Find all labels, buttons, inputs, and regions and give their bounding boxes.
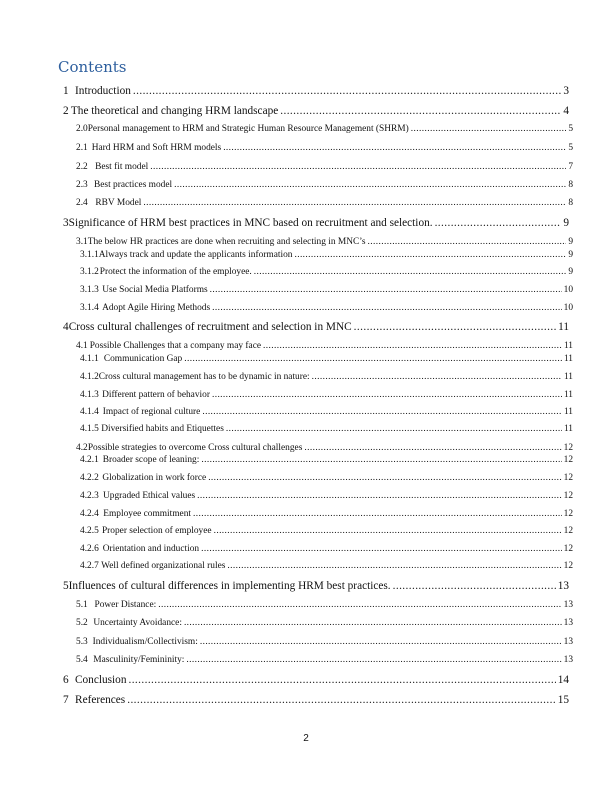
toc-leader-dots <box>304 443 561 453</box>
toc-entry-title: Power Distance: <box>94 600 157 610</box>
toc-entry-number: 2.1 <box>76 143 88 153</box>
toc-entry-page: 5 <box>568 124 573 134</box>
toc-entry-number: 3 <box>63 217 69 229</box>
toc-entry-title: Uncertainty Avoidance: <box>93 618 182 628</box>
toc-leader-dots <box>143 198 566 208</box>
toc-entry[interactable] <box>80 250 573 260</box>
toc-entry[interactable] <box>76 618 573 628</box>
toc-leader-dots <box>435 217 562 229</box>
toc-entry[interactable] <box>80 390 573 400</box>
toc-entry-page: 13 <box>563 655 573 665</box>
toc-leader-dots <box>254 267 567 277</box>
toc-leader-dots <box>212 303 561 313</box>
toc-entry-number: 6 <box>63 674 69 686</box>
toc-entry-number: 3.1.4 <box>80 303 99 313</box>
toc-entry-title: The theoretical and changing HRM landscape <box>70 105 279 117</box>
toc-entry[interactable] <box>80 354 573 364</box>
toc-entry-page: 11 <box>558 321 569 333</box>
toc-entry-title: Adopt Agile Hiring Methods <box>102 303 211 313</box>
toc-entry-title: Significance of HRM best practices in MNC based on recruitment and selection. <box>68 217 433 229</box>
toc-leader-dots <box>210 285 562 295</box>
toc-entry-title: Possible strategies to overcome Cross cultural challenges <box>87 443 303 453</box>
toc-entry-number: 4.1.2 <box>80 372 99 382</box>
toc-entry-page: 8 <box>568 180 573 190</box>
toc-leader-dots <box>208 473 561 483</box>
toc-leader-dots <box>212 390 562 400</box>
toc-leader-dots <box>223 143 566 153</box>
toc-entry-page: 11 <box>563 354 573 364</box>
toc-entry-title: Individualism/Collectivism: <box>92 637 198 647</box>
toc-entry-number: 4.1.5 <box>80 424 99 434</box>
toc-leader-dots <box>368 237 567 247</box>
toc-entry-number: 4.1.1 <box>80 354 99 364</box>
toc-entry-title: Employee commitment <box>103 509 192 519</box>
toc-entry-page: 3 <box>563 85 569 97</box>
toc-entry-page: 4 <box>563 105 569 117</box>
toc-entry-title: Diversified habits and Etiquettes <box>101 424 224 434</box>
toc-entry-number: 5.2 <box>76 618 88 628</box>
toc-entry-title: Hard HRM and Soft HRM models <box>91 143 222 153</box>
toc-entry-page: 8 <box>568 198 573 208</box>
toc-entry-page: 5 <box>568 143 573 153</box>
toc-entry-number: 4 <box>63 321 69 333</box>
toc-entry-title: Protect the information of the employee. <box>99 267 252 277</box>
toc-entry-page: 12 <box>563 509 573 519</box>
toc-entry-title: Introduction <box>75 85 131 97</box>
toc-entry[interactable] <box>63 674 569 686</box>
toc-entry-number: 4.2.6 <box>80 544 99 554</box>
toc-entry[interactable] <box>76 143 573 153</box>
toc-leader-dots <box>201 544 562 554</box>
toc-entry-number: 4.2.7 <box>80 561 99 571</box>
toc-leader-dots <box>200 637 562 647</box>
toc-entry-number: 4.1 <box>76 341 88 351</box>
toc-entry-page: 11 <box>563 407 573 417</box>
toc-entry[interactable] <box>80 491 573 501</box>
toc-leader-dots <box>133 85 561 97</box>
toc-entry-title: The below HR practices are done when recruiting and selecting in MNC’s <box>87 237 366 247</box>
toc-entry-page: 9 <box>568 250 573 260</box>
toc-entry[interactable] <box>80 303 573 313</box>
toc-entry-number: 3.1 <box>76 237 88 247</box>
toc-leader-dots <box>186 655 561 665</box>
toc-entry-number: 2.3 <box>76 180 88 190</box>
toc-leader-dots <box>393 580 556 592</box>
toc-entry-title: Cross cultural management has to be dynamic in nature: <box>98 372 310 382</box>
toc-entry-number: 4.2.2 <box>80 473 99 483</box>
toc-entry-number: 4.1.3 <box>80 390 99 400</box>
toc-entry[interactable] <box>63 105 569 117</box>
toc-leader-dots <box>184 354 562 364</box>
toc-leader-dots <box>226 424 562 434</box>
toc-leader-dots <box>197 491 561 501</box>
toc-leader-dots <box>227 561 561 571</box>
toc-leader-dots <box>354 321 556 333</box>
toc-entry[interactable] <box>76 162 573 172</box>
toc-entry[interactable] <box>80 424 573 434</box>
toc-entry[interactable] <box>63 694 569 706</box>
toc-entry-title: Cross cultural challenges of recruitment and selection in MNC <box>68 321 352 333</box>
toc-entry-page: 9 <box>568 237 573 247</box>
toc-leader-dots <box>312 372 562 382</box>
toc-entry-page: 9 <box>568 267 573 277</box>
toc-entry[interactable] <box>76 198 573 208</box>
toc-entry-page: 12 <box>563 526 573 536</box>
toc-entry-page: 12 <box>563 473 573 483</box>
toc-entry-title: References <box>75 694 126 706</box>
toc-entry[interactable] <box>63 217 569 229</box>
toc-entry-page: 11 <box>563 390 573 400</box>
toc-entry[interactable] <box>80 509 573 519</box>
toc-entry-title: Conclusion <box>75 674 127 686</box>
toc-entry-page: 12 <box>563 561 573 571</box>
toc-entry-number: 3.1.3 <box>80 285 99 295</box>
toc-entry[interactable] <box>80 544 573 554</box>
toc-entry[interactable] <box>80 267 573 277</box>
toc-entry[interactable] <box>63 85 569 97</box>
toc-entry-title: RBV Model <box>95 198 142 208</box>
toc-entry-number: 1 <box>63 85 69 97</box>
toc-entry-number: 4.1.4 <box>80 407 99 417</box>
toc-entry-title: Personal management to HRM and Strategic Human Resource Management (SHRM) <box>87 124 409 134</box>
toc-entry-page: 9 <box>563 217 569 229</box>
toc-entry-title: Different pattern of behavior <box>102 390 210 400</box>
toc-leader-dots <box>280 105 561 117</box>
toc-entry-page: 12 <box>563 544 573 554</box>
toc-leader-dots <box>128 674 555 686</box>
toc-entry[interactable] <box>76 637 573 647</box>
toc-leader-dots <box>202 407 562 417</box>
toc-entry-page: 12 <box>563 491 573 501</box>
toc-entry-number: 4.2.1 <box>80 455 99 465</box>
toc-entry-page: 13 <box>563 637 573 647</box>
toc-entry-page: 11 <box>563 341 573 351</box>
toc-leader-dots <box>127 694 555 706</box>
toc-entry-title: Impact of regional culture <box>102 407 201 417</box>
toc-entry-number: 5.4 <box>76 655 88 665</box>
toc-entry-page: 13 <box>563 618 573 628</box>
toc-entry-page: 13 <box>563 600 573 610</box>
toc-entry-title: Possible Challenges that a company may face <box>89 341 262 351</box>
toc-entry-page: 12 <box>563 443 573 453</box>
toc-entry[interactable] <box>80 473 573 483</box>
toc-entry-number: 7 <box>63 694 69 706</box>
toc-entry-number: 3.1.1 <box>80 250 99 260</box>
toc-entry-number: 5 <box>63 580 69 592</box>
toc-leader-dots <box>193 509 562 519</box>
toc-entry[interactable] <box>80 372 573 382</box>
toc-entry-title: Well defined organizational rules <box>101 561 226 571</box>
toc-leader-dots <box>150 162 566 172</box>
toc-entry-number: 4.2.5 <box>80 526 99 536</box>
toc-leader-dots <box>214 526 562 536</box>
toc-entry-page: 12 <box>563 455 573 465</box>
toc-entry[interactable] <box>80 407 573 417</box>
toc-entry-page: 7 <box>568 162 573 172</box>
toc-entry-number: 5.1 <box>76 600 88 610</box>
toc-entry[interactable] <box>76 124 573 134</box>
toc-leader-dots <box>411 124 567 134</box>
toc-entry-title: Always track and update the applicants information <box>98 250 293 260</box>
toc-entry-number: 3.1.2 <box>80 267 99 277</box>
toc-entry-number: 2 <box>63 105 69 117</box>
toc-entry-number: 2.0 <box>76 124 88 134</box>
toc-entry[interactable] <box>63 321 569 333</box>
toc-leader-dots <box>158 600 561 610</box>
toc-entry-title: Influences of cultural differences in implementing HRM best practices. <box>68 580 391 592</box>
toc-entry-number: 4.2 <box>76 443 88 453</box>
toc-entry-title: Masculinity/Femininity: <box>93 655 185 665</box>
toc-entry[interactable] <box>80 455 573 465</box>
toc-entry[interactable] <box>76 443 573 453</box>
page-number: 2 <box>303 733 309 744</box>
toc-entry-title: Upgraded Ethical values <box>103 491 196 501</box>
toc-entry[interactable] <box>80 526 573 536</box>
toc-entry-page: 11 <box>563 372 573 382</box>
toc-leader-dots <box>201 455 561 465</box>
toc-entry-title: Globalization in work force <box>102 473 207 483</box>
toc-entry-number: 4.2.3 <box>80 491 99 501</box>
toc-entry-number: 2.2 <box>76 162 88 172</box>
toc-entry-page: 11 <box>563 424 573 434</box>
toc-entry[interactable] <box>63 580 569 592</box>
toc-entry-number: 2.4 <box>76 198 88 208</box>
toc-leader-dots <box>174 180 566 190</box>
toc-entry-page: 10 <box>563 285 573 295</box>
toc-entry[interactable] <box>76 341 573 351</box>
toc-entry-title: Proper selection of employee <box>101 526 212 536</box>
toc-entry-title: Best fit model <box>95 162 149 172</box>
toc-entry-title: Orientation and induction <box>102 544 200 554</box>
toc-entry[interactable] <box>76 180 573 190</box>
toc-entry[interactable] <box>76 655 573 665</box>
contents-heading: Contents <box>58 58 127 76</box>
toc-entry[interactable] <box>80 285 573 295</box>
toc-entry-page: 13 <box>557 580 569 592</box>
toc-leader-dots <box>263 341 562 351</box>
toc-entry-title: Best practices model <box>94 180 173 190</box>
toc-entry[interactable] <box>80 561 573 571</box>
toc-leader-dots <box>294 250 566 260</box>
toc-leader-dots <box>184 618 562 628</box>
toc-entry-number: 5.3 <box>76 637 88 647</box>
toc-entry[interactable] <box>76 600 573 610</box>
toc-entry-page: 14 <box>557 674 569 686</box>
toc-entry-title: Use Social Media Platforms <box>102 285 208 295</box>
toc-entry-title: Communication Gap <box>103 354 183 364</box>
toc-entry-page: 10 <box>563 303 573 313</box>
toc-entry-title: Broader scope of leaning: <box>102 455 200 465</box>
toc-entry-page: 15 <box>557 694 569 706</box>
toc-entry-number: 4.2.4 <box>80 509 99 519</box>
toc-entry[interactable] <box>76 237 573 247</box>
